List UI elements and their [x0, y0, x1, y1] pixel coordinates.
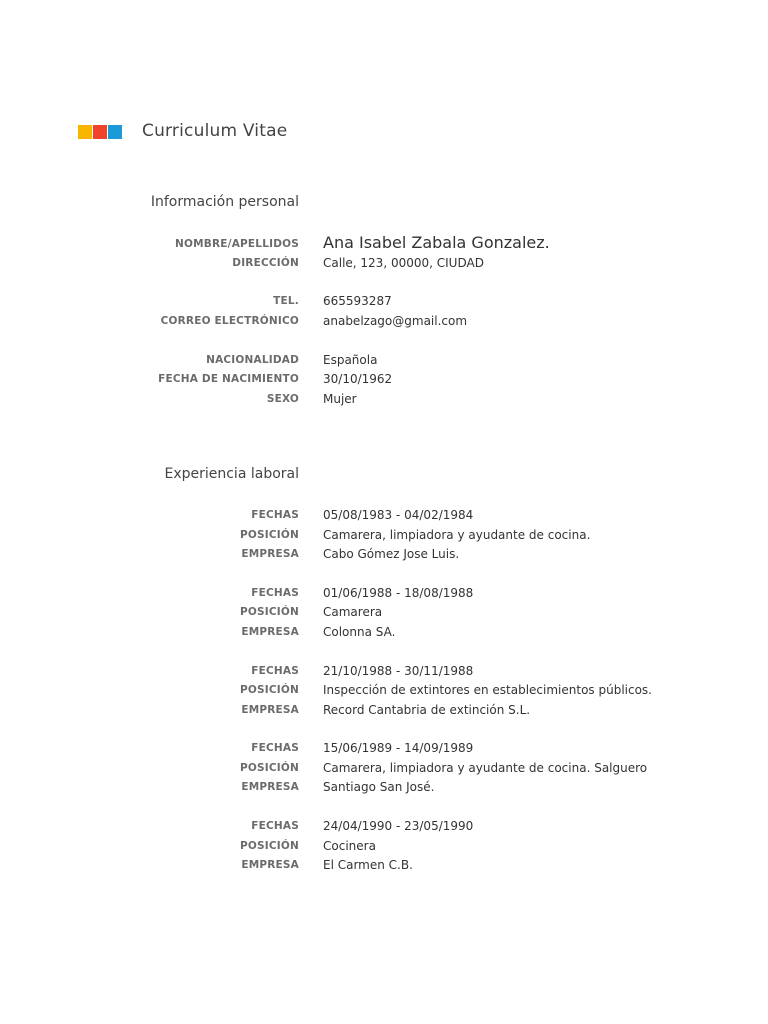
field-value: Camarera, limpiadora y ayudante de cocina. — [323, 528, 591, 542]
personal-row-email — [0, 313, 768, 333]
field-label: FECHAS — [251, 587, 299, 599]
field-value: Calle, 123, 00000, CIUDAD — [323, 256, 484, 270]
field-value: Cocinera — [323, 839, 376, 853]
field-label: FECHAS — [251, 742, 299, 754]
logo-square-red — [93, 125, 107, 139]
personal-row-address — [0, 255, 768, 275]
field-value: 01/06/1988 - 18/08/1988 — [323, 586, 474, 600]
field-value: 665593287 — [323, 294, 392, 308]
personal-row-sex — [0, 391, 768, 411]
field-value: 24/04/1990 - 23/05/1990 — [323, 819, 474, 833]
field-label: POSICIÓN — [239, 762, 299, 774]
field-value: El Carmen C.B. — [323, 858, 413, 872]
logo-square-blue — [108, 125, 122, 139]
field-label: POSICIÓN — [239, 529, 299, 541]
experience-row-position — [0, 838, 768, 858]
field-label: CORREO ELECTRÓNICO — [160, 315, 299, 327]
field-value: Española — [323, 353, 378, 367]
field-value: Record Cantabria de extinción S.L. — [323, 703, 531, 717]
field-label: FECHAS — [251, 509, 299, 521]
field-label: FECHAS — [251, 665, 299, 677]
field-value: Mujer — [323, 392, 357, 406]
experience-row-position — [0, 760, 768, 780]
field-label: POSICIÓN — [239, 684, 299, 696]
field-label: POSICIÓN — [239, 840, 299, 852]
document-title: Curriculum Vitae — [142, 121, 288, 141]
experience-row-position — [0, 682, 768, 702]
experience-row-company — [0, 546, 768, 566]
field-value: 30/10/1962 — [323, 372, 393, 386]
section-title-personal: Información personal — [150, 194, 299, 210]
experience-row-dates — [0, 663, 768, 683]
field-label: SEXO — [266, 393, 299, 405]
experience-row-company — [0, 857, 768, 877]
field-value: 21/10/1988 - 30/11/1988 — [323, 664, 474, 678]
field-label: POSICIÓN — [239, 606, 299, 618]
field-value: Camarera — [323, 605, 383, 619]
experience-row-position — [0, 604, 768, 624]
field-label: EMPRESA — [241, 704, 299, 716]
field-label: NOMBRE/APELLIDOS — [175, 238, 299, 250]
full-name: Ana Isabel Zabala Gonzalez. — [323, 233, 550, 252]
field-value: Inspección de extintores en establecimientos públicos. — [323, 683, 652, 697]
field-value: 15/06/1989 - 14/09/1989 — [323, 741, 474, 755]
field-value: Santiago San José. — [323, 780, 435, 794]
field-label: FECHAS — [251, 820, 299, 832]
field-label: FECHA DE NACIMIENTO — [158, 373, 299, 385]
field-label: EMPRESA — [241, 548, 299, 560]
field-value: Colonna SA. — [323, 625, 396, 639]
field-label: DIRECCIÓN — [232, 257, 299, 269]
personal-row-name — [0, 233, 768, 256]
experience-row-company — [0, 624, 768, 644]
logo-squares — [78, 125, 122, 139]
logo-square-yellow — [78, 125, 92, 139]
experience-row-position — [0, 527, 768, 547]
experience-row-dates — [0, 740, 768, 760]
personal-row-nationality — [0, 352, 768, 372]
experience-row-dates — [0, 585, 768, 605]
field-label: NACIONALIDAD — [206, 354, 299, 366]
personal-row-birthdate — [0, 371, 768, 391]
field-label: TEL. — [273, 295, 299, 307]
experience-row-company — [0, 779, 768, 799]
field-value: Camarera, limpiadora y ayudante de cocina. Salguero — [323, 761, 648, 775]
experience-row-dates — [0, 507, 768, 527]
experience-row-dates — [0, 818, 768, 838]
experience-row-company — [0, 702, 768, 722]
field-value: Cabo Gómez Jose Luis. — [323, 547, 460, 561]
field-label: EMPRESA — [241, 626, 299, 638]
field-label: EMPRESA — [241, 859, 299, 871]
field-value: 05/08/1983 - 04/02/1984 — [323, 508, 474, 522]
personal-row-phone — [0, 293, 768, 313]
field-value: anabelzago@gmail.com — [323, 314, 468, 328]
field-label: EMPRESA — [241, 781, 299, 793]
section-title-experience: Experiencia laboral — [164, 466, 299, 482]
